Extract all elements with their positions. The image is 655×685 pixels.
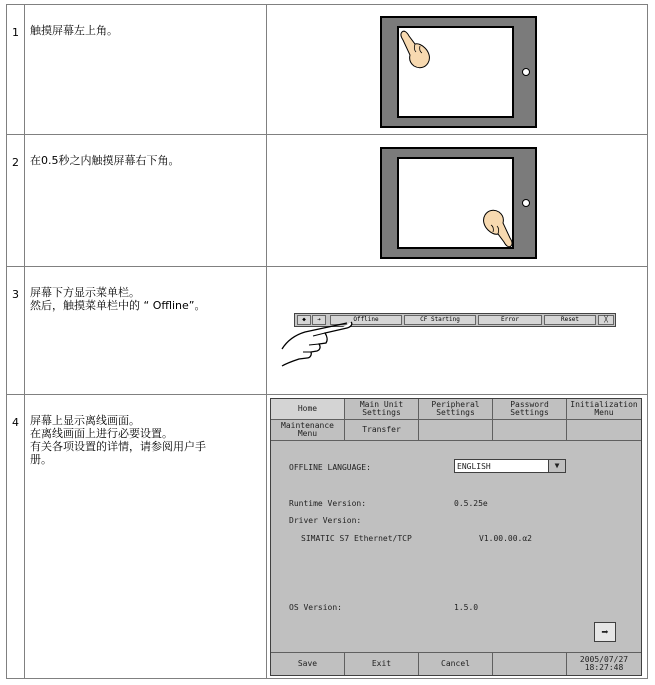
tab-main-unit-settings[interactable]: Main Unit Settings: [345, 399, 419, 420]
tab-empty: [493, 420, 567, 441]
menu-cf-starting-button[interactable]: CF Starting: [404, 315, 476, 325]
step-4-figure: [267, 395, 647, 679]
footer-datetime: 2005/07/27 18:27:48: [567, 652, 641, 675]
chevron-down-icon[interactable]: ▼: [548, 460, 565, 472]
offline-screen: [270, 398, 642, 676]
step-number: 3: [7, 267, 25, 394]
touch-panel-illustration: [380, 147, 537, 259]
menu-reset-button[interactable]: Reset: [544, 315, 596, 325]
tab-password-settings[interactable]: Password Settings: [493, 399, 567, 420]
os-version-value: 1.5.0: [454, 603, 479, 612]
tab-transfer[interactable]: Transfer: [345, 420, 419, 441]
hand-pointer-icon: [279, 319, 355, 369]
double-arrow-icon[interactable]: ◆: [297, 315, 311, 325]
driver-version-value: V1.00.00.α2: [479, 534, 532, 543]
driver-version-label: Driver Version:: [289, 516, 362, 525]
step-3-figure: [267, 267, 647, 394]
step-2-row: [7, 135, 647, 267]
offline-language-label: OFFLINE LANGUAGE:: [289, 463, 371, 472]
step-2-figure: [267, 135, 647, 266]
tab-initialization-menu[interactable]: Initialization Menu: [567, 399, 641, 420]
runtime-version-label: Runtime Version:: [289, 499, 367, 508]
next-arrow-icon[interactable]: ➡: [594, 622, 616, 642]
tab-empty: [419, 420, 493, 441]
step-4-row: [7, 395, 647, 679]
hand-pointer-icon: [480, 208, 514, 248]
step-number: 1: [7, 5, 25, 134]
step-description: 在0.5秒之内触摸屏幕右下角。: [25, 135, 267, 266]
runtime-version-value: 0.5.25e: [454, 499, 488, 508]
steps-table: [6, 4, 648, 679]
menu-offline-button[interactable]: Offline: [330, 315, 402, 325]
touch-panel-illustration: [380, 16, 537, 128]
menu-close-icon[interactable]: ╳: [598, 315, 614, 325]
os-version-label: OS Version:: [289, 603, 342, 612]
save-button[interactable]: Save: [271, 652, 345, 675]
step-description: 触摸屏幕左上角。: [25, 5, 267, 134]
tab-peripheral-settings[interactable]: Peripheral Settings: [419, 399, 493, 420]
driver-name: SIMATIC S7 Ethernet/TCP: [301, 534, 412, 543]
step-1-figure: [267, 5, 647, 134]
tab-maintenance-menu[interactable]: Maintenance Menu: [271, 420, 345, 441]
cancel-button[interactable]: Cancel: [419, 652, 493, 675]
tab-home[interactable]: Home: [271, 399, 345, 420]
offline-language-select[interactable]: ENGLISH ▼: [454, 459, 566, 473]
hand-pointer-icon: [399, 30, 433, 70]
step-number: 2: [7, 135, 25, 266]
tab-empty: [567, 420, 641, 441]
exit-button[interactable]: Exit: [345, 652, 419, 675]
footer-empty: [493, 652, 567, 675]
step-number: 4: [7, 395, 25, 679]
step-3-row: [7, 267, 647, 395]
step-1-row: [7, 5, 647, 135]
step-description: 屏幕下方显示菜单栏。 然后，触摸菜单栏中的 “ Offline”。: [25, 267, 267, 394]
step-description: 屏幕上显示离线画面。 在离线画面上进行必要设置。 有关各项设置的详情，请参阅用户手 册。: [25, 395, 267, 679]
arrow-icon[interactable]: ➔: [312, 315, 326, 325]
menu-error-button[interactable]: Error: [478, 315, 542, 325]
